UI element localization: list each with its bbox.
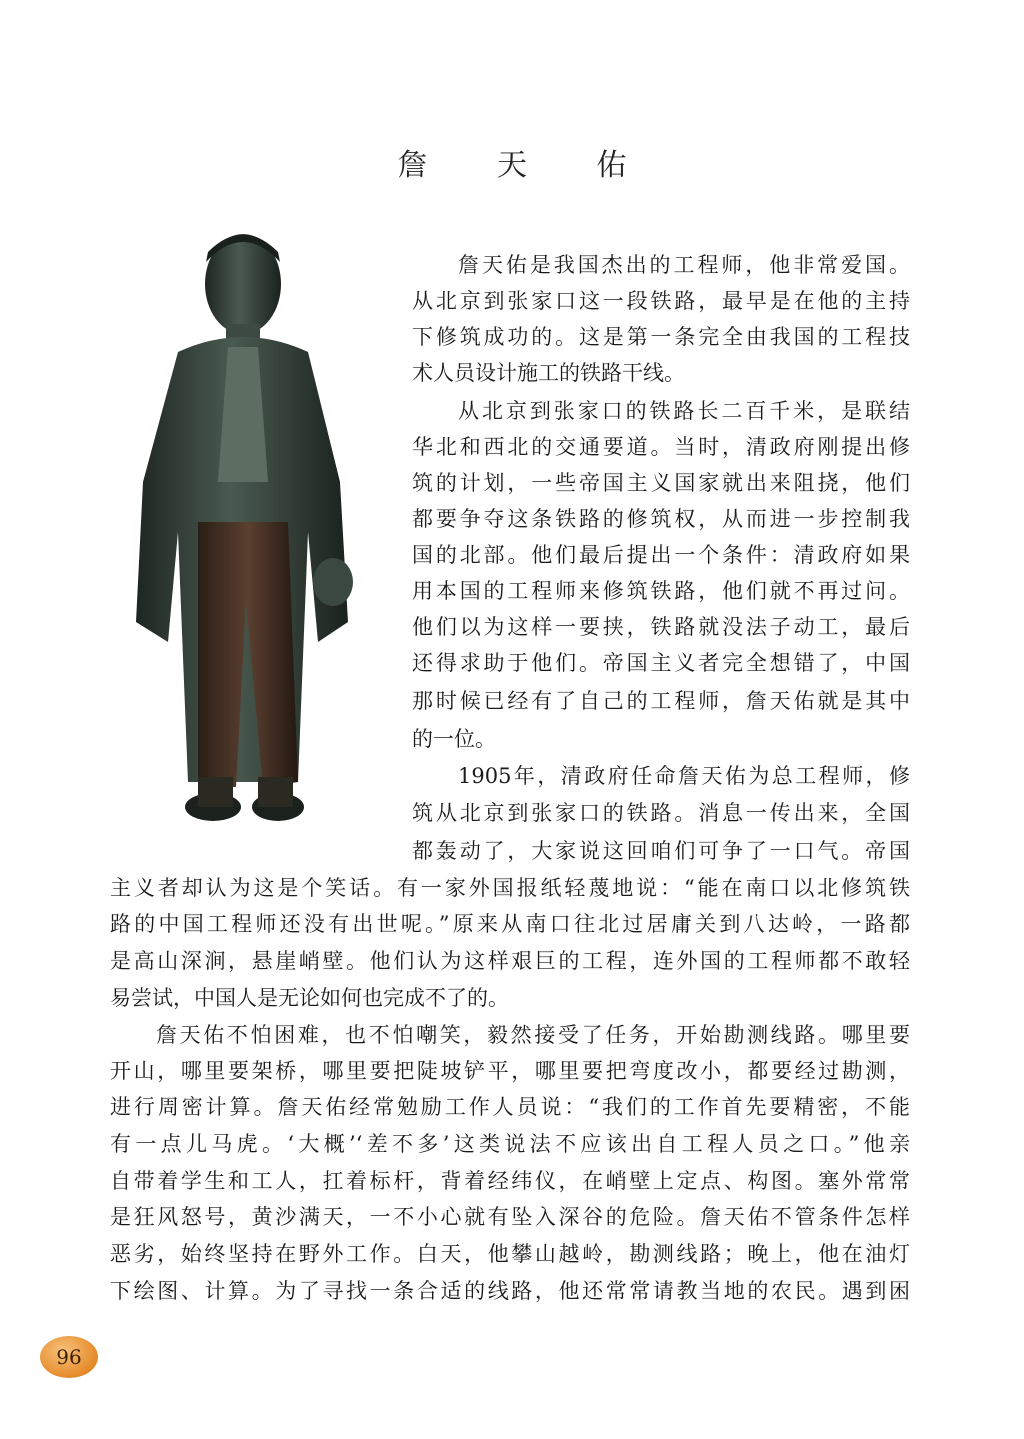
- text-line: 都要争夺这条铁路的修筑权，从而进一步控制我: [412, 507, 910, 531]
- text-line: 1905年，清政府任命詹天佑为总工程师，修: [458, 764, 910, 788]
- text-line: 筑从北京到张家口的铁路。消息一传出来，全国: [412, 801, 910, 825]
- statue-photo: [118, 222, 363, 832]
- page-title: 詹 天 佑: [397, 148, 657, 183]
- text-line: 进行周密计算。詹天佑经常勉励工作人员说：“我们的工作首先要精密，不能: [110, 1095, 910, 1119]
- text-line: 是高山深涧，悬崖峭壁。他们认为这样艰巨的工程，连外国的工程师都不敢轻: [110, 949, 910, 973]
- text-line: 那时候已经有了自己的工程师，詹天佑就是其中: [412, 689, 910, 713]
- page-number: 96: [40, 1336, 98, 1378]
- text-line: 从北京到张家口的铁路长二百千米，是联结: [458, 399, 910, 423]
- text-line: 詹天佑是我国杰出的工程师，他非常爱国。: [458, 253, 910, 277]
- text-line: 都轰动了，大家说这回咱们可争了一口气。帝国: [412, 839, 910, 863]
- text-line: 路的中国工程师还没有出世呢。”原来从南口往北过居庸关到八达岭，一路都: [110, 912, 910, 936]
- text-line: 华北和西北的交通要道。当时，清政府刚提出修: [412, 435, 910, 459]
- text-line: 开山，哪里要架桥，哪里要把陡坡铲平，哪里要把弯度改小，都要经过勘测，: [110, 1059, 910, 1083]
- text-line: 还得求助于他们。帝国主义者完全想错了，中国: [412, 651, 910, 675]
- text-line: 是狂风怒号，黄沙满天，一不小心就有坠入深谷的危险。詹天佑不管条件怎样: [110, 1205, 910, 1229]
- text-line: 国的北部。他们最后提出一个条件：清政府如果: [412, 543, 910, 567]
- text-line: 自带着学生和工人，扛着标杆，背着经纬仪，在峭壁上定点、构图。塞外常常: [110, 1169, 910, 1193]
- text-line: 筑的计划，一些帝国主义国家就出来阻挠，他们: [412, 471, 910, 495]
- text-line: 用本国的工程师来修筑铁路，他们就不再过问。: [412, 579, 910, 603]
- text-line: 他们以为这样一要挟，铁路就没法子动工，最后: [412, 615, 910, 639]
- text-line: 有一点儿马虎。‘大概’‘差不多’这类说法不应该出自工程人员之口。”他亲: [110, 1132, 910, 1156]
- text-line: 詹天佑不怕困难，也不怕嘲笑，毅然接受了任务，开始勘测线路。哪里要: [156, 1023, 910, 1047]
- text-line: 主义者却认为这是个笑话。有一家外国报纸轻蔑地说：“能在南口以北修筑铁: [110, 876, 910, 900]
- text-line: 从北京到张家口这一段铁路，最早是在他的主持: [412, 289, 910, 313]
- text-line: 的一位。: [412, 727, 496, 751]
- text-line: 下修筑成功的。这是第一条完全由我国的工程技: [412, 325, 910, 349]
- text-line: 术人员设计施工的铁路干线。: [412, 361, 685, 385]
- text-line: 下绘图、计算。为了寻找一条合适的线路，他还常常请教当地的农民。遇到困: [110, 1279, 910, 1303]
- text-line: 恶劣，始终坚持在野外工作。白天，他攀山越岭，勘测线路；晚上，他在油灯: [110, 1242, 910, 1266]
- text-line: 易尝试，中国人是无论如何也完成不了的。: [110, 986, 509, 1010]
